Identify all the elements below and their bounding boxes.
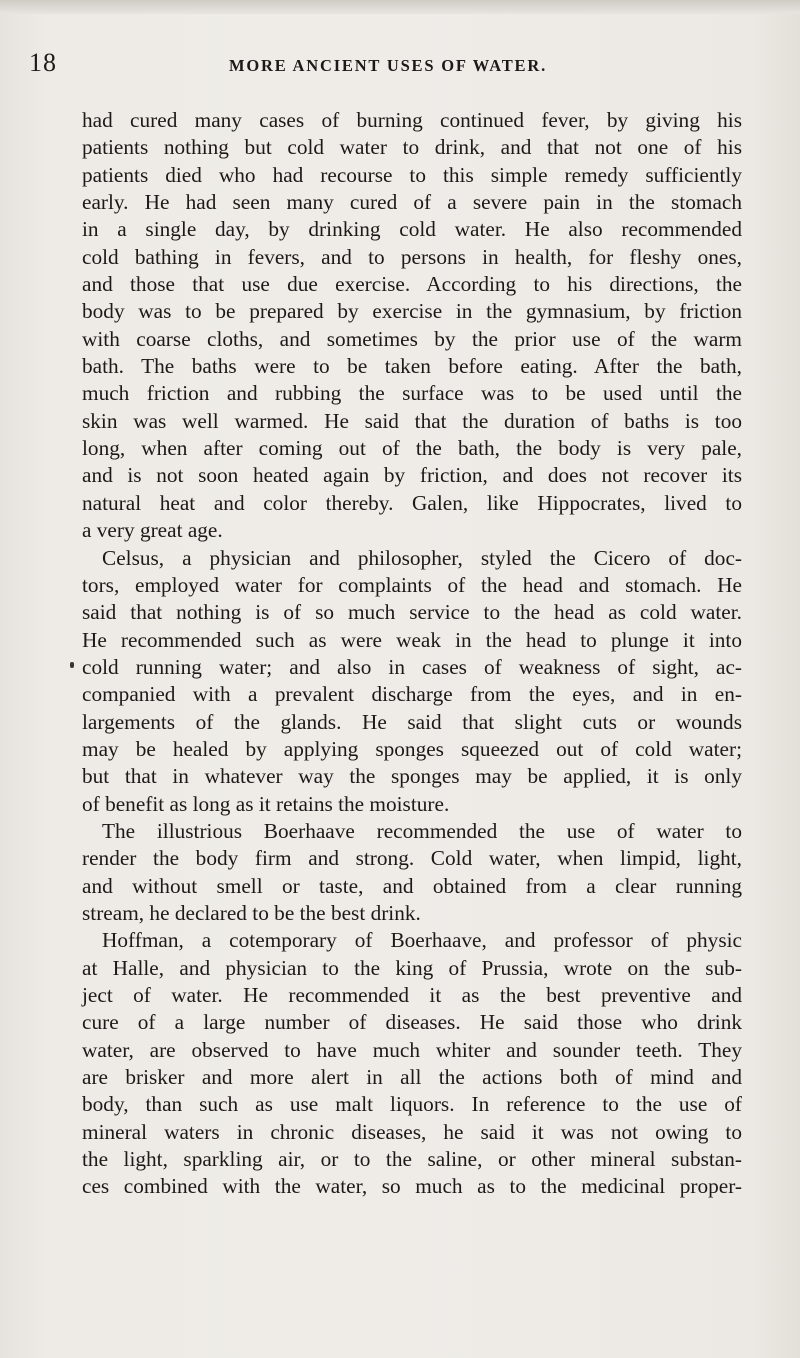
- text-line-paragraph-end: a very great age.: [82, 518, 223, 543]
- text-line: but that in whatever way the sponges may be applied, it is only: [82, 764, 742, 789]
- text-line: said that nothing is of so much service to the head as cold water.: [82, 600, 742, 625]
- text-line: patients nothing but cold water to drink, and that not one of his: [82, 135, 742, 160]
- text-line: at Halle, and physician to the king of Prussia, wrote on the sub-: [82, 955, 742, 980]
- text-line-paragraph-start: Celsus, a physician and philosopher, styled the Cicero of doc-: [102, 545, 742, 570]
- text-line: bath. The baths were to be taken before eating. After the bath,: [82, 354, 742, 379]
- page-header: [0, 48, 800, 88]
- text-line: companied with a prevalent discharge from the eyes, and in en-: [82, 682, 742, 707]
- text-line-paragraph-end: stream, he declared to be the best drink.: [82, 900, 421, 925]
- text-line: body, than such as use malt liquors. In reference to the use of: [82, 1092, 742, 1117]
- text-line: water, are observed to have much whiter and sounder teeth. They: [82, 1037, 742, 1062]
- text-line: and without smell or taste, and obtained from a clear running: [82, 873, 742, 898]
- text-line: tors, employed water for complaints of the head and stomach. He: [82, 572, 742, 597]
- text-line: early. He had seen many cured of a severe pain in the stomach: [82, 190, 742, 215]
- text-line: natural heat and color thereby. Galen, like Hippocrates, lived to: [82, 490, 742, 515]
- text-line: cold bathing in fevers, and to persons in health, for fleshy ones,: [82, 244, 742, 269]
- text-line: He recommended such as were weak in the head to plunge it into: [82, 627, 742, 652]
- text-line: the light, sparkling air, or to the saline, or other mineral substan-: [82, 1147, 742, 1172]
- page-top-shadow: [0, 0, 800, 14]
- text-line: render the body firm and strong. Cold water, when limpid, light,: [82, 846, 742, 871]
- text-line: mineral waters in chronic diseases, he said it was not owing to: [82, 1119, 742, 1144]
- text-line-paragraph-end: of benefit as long as it retains the moisture.: [82, 791, 450, 816]
- text-line: much friction and rubbing the surface was to be used until the: [82, 381, 742, 406]
- text-line: may be healed by applying sponges squeezed out of cold water;: [82, 736, 742, 761]
- text-line: had cured many cases of burning continued fever, by giving his: [82, 108, 742, 132]
- text-line: are brisker and more alert in all the actions both of mind and: [82, 1065, 742, 1090]
- margin-ink-mark: [70, 662, 74, 668]
- page-number: 18: [29, 48, 57, 77]
- text-line: largements of the glands. He said that slight cuts or wounds: [82, 709, 742, 734]
- text-line: and those that use due exercise. According to his directions, the: [82, 272, 742, 297]
- text-line: in a single day, by drinking cold water. He also recommended: [82, 217, 742, 242]
- text-line: cure of a large number of diseases. He said those who drink: [82, 1010, 742, 1035]
- text-line: skin was well warmed. He said that the duration of baths is too: [82, 408, 742, 433]
- text-line: patients died who had recourse to this simple remedy sufficiently: [82, 162, 742, 187]
- text-line-paragraph-start: Hoffman, a cotemporary of Boerhaave, and professor of physic: [102, 928, 742, 953]
- text-line: ject of water. He recommended it as the best preventive and: [82, 983, 742, 1007]
- text-line: with coarse cloths, and sometimes by the prior use of the warm: [82, 326, 742, 351]
- text-line: long, when after coming out of the bath, the body is very pale,: [82, 436, 742, 461]
- body-text: [82, 107, 742, 1201]
- text-line: and is not soon heated again by friction, and does not recover its: [82, 463, 742, 488]
- text-line: ces combined with the water, so much as to the medicinal proper-: [82, 1174, 742, 1199]
- running-head: MORE ANCIENT USES OF WATER.: [229, 56, 548, 75]
- text-line: cold running water; and also in cases of weakness of sight, ac-: [82, 654, 742, 679]
- text-line: body was to be prepared by exercise in the gymnasium, by friction: [82, 299, 742, 324]
- text-line-paragraph-start: The illustrious Boerhaave recommended the use of water to: [102, 818, 742, 843]
